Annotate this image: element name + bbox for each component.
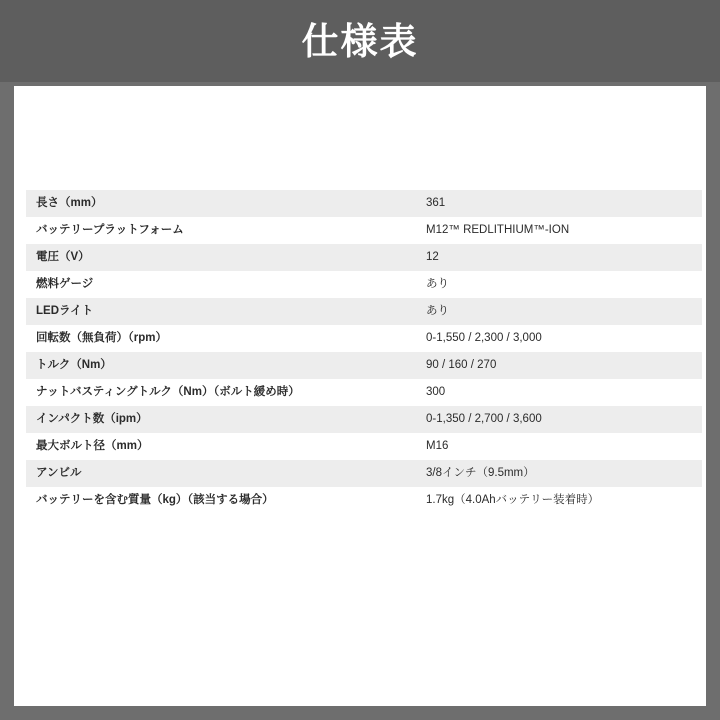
table-row <box>26 298 702 325</box>
spec-value: 3/8インチ（9.5mm） <box>426 466 535 479</box>
page-title: 仕様表 <box>301 20 419 62</box>
table-row <box>26 217 702 244</box>
table-row <box>26 460 702 487</box>
spec-label: バッテリープラットフォーム <box>36 223 184 236</box>
spec-value: 361 <box>426 196 446 209</box>
bottom-strip <box>0 706 720 720</box>
spec-value: 0-1,550 / 2,300 / 3,000 <box>426 331 542 344</box>
table-row <box>26 406 702 433</box>
spec-value: 90 / 160 / 270 <box>426 358 497 371</box>
spec-value: M16 <box>426 439 449 452</box>
spec-label: ナットバスティングトルク（Nm）（ボルト緩め時） <box>36 385 300 398</box>
spec-value: 1.7kg（4.0Ahバッテリー装着時） <box>426 493 600 506</box>
spec-value: あり <box>426 304 449 317</box>
table-row <box>26 433 702 460</box>
spec-value: 300 <box>426 385 446 398</box>
spec-sheet-panel <box>14 86 706 706</box>
spec-value: 12 <box>426 250 439 263</box>
spec-label: 最大ボルト径（mm） <box>36 439 149 452</box>
spec-label: トルク（Nm） <box>36 358 112 371</box>
spec-value: 0-1,350 / 2,700 / 3,600 <box>426 412 542 425</box>
table-row <box>26 271 702 298</box>
spec-value: あり <box>426 277 449 290</box>
table-row <box>26 487 702 514</box>
spec-label: LEDライト <box>36 304 94 317</box>
table-row <box>26 352 702 379</box>
specification-table-body <box>26 190 702 514</box>
spec-label: 回転数（無負荷）（rpm） <box>36 331 167 344</box>
table-row <box>26 379 702 406</box>
table-row <box>26 190 702 217</box>
spec-label: 燃料ゲージ <box>36 277 94 290</box>
page-header <box>0 0 720 82</box>
spec-label: 電圧（V） <box>36 250 90 263</box>
specification-table <box>26 190 702 514</box>
spec-label: インパクト数（ipm） <box>36 412 148 425</box>
spec-label: バッテリーを含む質量（kg）（該当する場合） <box>36 493 274 506</box>
spec-label: 長さ（mm） <box>36 196 103 209</box>
spec-value: M12™ REDLITHIUM™-ION <box>426 223 570 236</box>
spec-label: アンビル <box>36 466 82 479</box>
table-row <box>26 244 702 271</box>
table-row <box>26 325 702 352</box>
